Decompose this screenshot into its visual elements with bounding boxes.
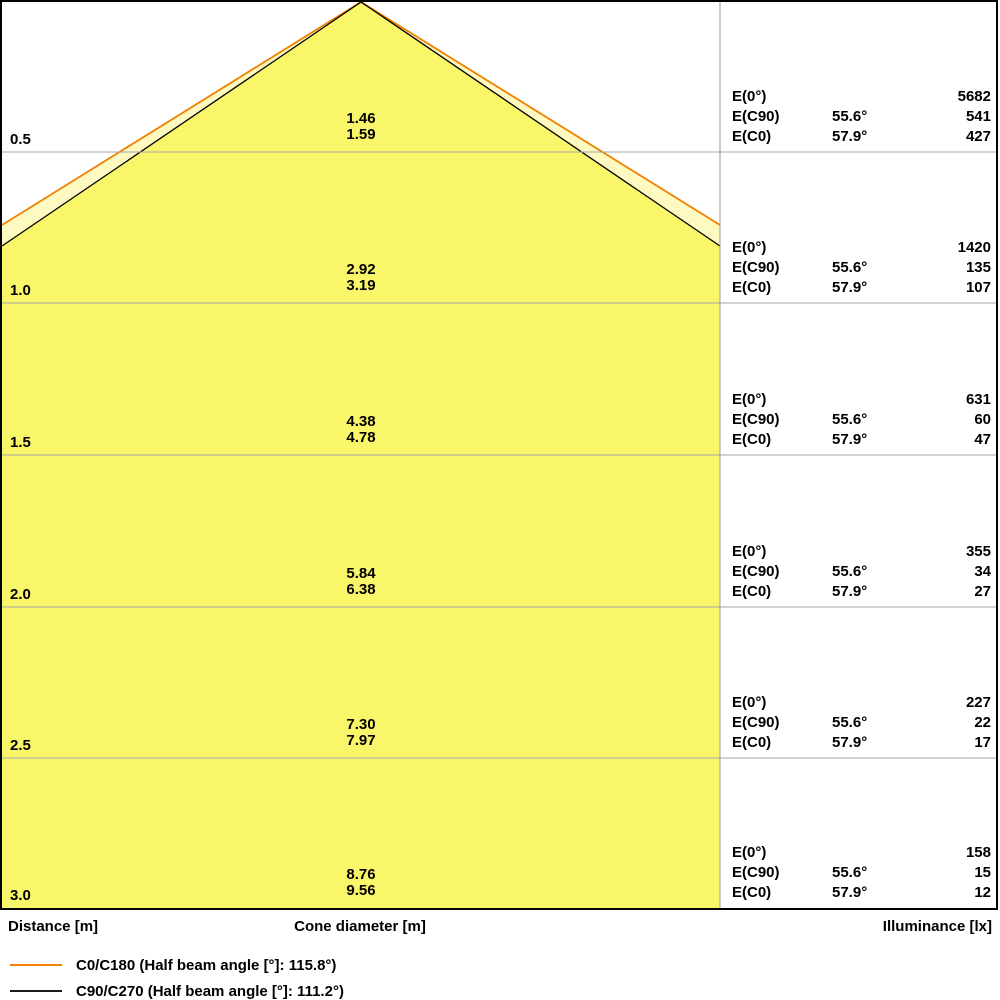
e0-value: 355 [965, 543, 991, 560]
cone-diameter-c0: 6.38 [346, 581, 376, 598]
axis-caption-strip [0, 917, 1000, 937]
legend-label-c90: C90/C270 (Half beam angle [°]: 111.2°) [76, 982, 344, 1000]
e0-label: E(0°) [732, 543, 767, 560]
cone-diameter-values [261, 867, 461, 899]
ec0-label: E(C0) [732, 734, 772, 751]
ec90-value: 22 [974, 714, 991, 731]
cone-diameter-c90: 1.46 [346, 110, 376, 127]
cone-diameter-c0: 1.59 [346, 126, 376, 143]
ec0-angle: 57.9° [832, 128, 868, 145]
c90-line-swatch-icon [10, 990, 62, 992]
ec0-value: 107 [965, 279, 991, 296]
cone-diameter-values [261, 111, 461, 143]
legend-item-c90-c270 [10, 978, 344, 1000]
ec90-label: E(C90) [732, 563, 780, 580]
cone-diameter-c90: 2.92 [346, 261, 376, 278]
illuminance-row [720, 238, 996, 298]
cone-diameter-c0: 9.56 [346, 882, 376, 899]
illuminance-row [720, 390, 996, 450]
ec90-label: E(C90) [732, 714, 780, 731]
ec90-value: 135 [965, 259, 991, 276]
distance-label: 2.5 [10, 737, 31, 754]
ec0-label: E(C0) [732, 583, 772, 600]
e0-angle [832, 843, 917, 863]
legend-label-c0: C0/C180 (Half beam angle [°]: 115.8°) [76, 956, 337, 974]
illuminance-row [720, 693, 996, 753]
ec90-label: E(C90) [732, 411, 780, 428]
cone-diameter-c90: 4.38 [346, 413, 376, 430]
ec90-value: 34 [974, 563, 991, 580]
illuminance-row [720, 843, 996, 903]
ec90-angle: 55.6° [832, 563, 868, 580]
ec90-value: 15 [974, 864, 991, 881]
ec90-value: 60 [974, 411, 991, 428]
ec0-label: E(C0) [732, 884, 772, 901]
ec0-angle: 57.9° [832, 279, 868, 296]
e0-label: E(0°) [732, 239, 767, 256]
ec90-label: E(C90) [732, 259, 780, 276]
e0-angle [832, 238, 917, 258]
e0-angle [832, 390, 917, 410]
ec90-angle: 55.6° [832, 411, 868, 428]
e0-value: 158 [965, 844, 991, 861]
illuminance-axis-label: Illuminance [lx] [882, 918, 992, 935]
cone-diameter-values [261, 566, 461, 598]
legend-item-c0-c180 [10, 952, 344, 978]
cone-diameter-values [261, 262, 461, 294]
distance-label: 2.0 [10, 586, 31, 603]
ec0-label: E(C0) [732, 128, 772, 145]
e0-angle [832, 693, 917, 713]
e0-value: 5682 [957, 88, 991, 105]
ec90-label: E(C90) [732, 108, 780, 125]
cone-diameter-axis-label: Cone diameter [m] [294, 918, 426, 935]
e0-label: E(0°) [732, 88, 767, 105]
ec0-value: 12 [974, 884, 991, 901]
cone-diameter-values [261, 414, 461, 446]
distance-axis-label: Distance [m] [8, 918, 99, 935]
ec90-angle: 55.6° [832, 714, 868, 731]
distance-label: 1.0 [10, 282, 31, 299]
cone-diameter-c0: 7.97 [346, 732, 376, 749]
e0-value: 1420 [957, 239, 991, 256]
ec0-value: 427 [965, 128, 991, 145]
illuminance-row [720, 87, 996, 147]
illuminance-row [720, 542, 996, 602]
legend [10, 952, 344, 1000]
ec90-label: E(C90) [732, 864, 780, 881]
ec0-label: E(C0) [732, 431, 772, 448]
e0-label: E(0°) [732, 844, 767, 861]
cone-diameter-c0: 3.19 [346, 277, 376, 294]
ec90-angle: 55.6° [832, 259, 868, 276]
ec0-angle: 57.9° [832, 431, 868, 448]
e0-angle [832, 87, 917, 107]
cone-diameter-c90: 5.84 [346, 565, 376, 582]
ec90-angle: 55.6° [832, 108, 868, 125]
e0-label: E(0°) [732, 694, 767, 711]
distance-label: 3.0 [10, 887, 31, 904]
ec0-angle: 57.9° [832, 734, 868, 751]
e0-label: E(0°) [732, 391, 767, 408]
cone-diameter-values [261, 717, 461, 749]
e0-angle [832, 542, 917, 562]
ec0-value: 27 [974, 583, 991, 600]
cone-diameter-c90: 8.76 [346, 866, 376, 883]
ec90-value: 541 [965, 108, 991, 125]
ec0-angle: 57.9° [832, 583, 868, 600]
e0-value: 631 [965, 391, 991, 408]
c0-line-swatch-icon [10, 964, 62, 966]
ec0-value: 17 [974, 734, 991, 751]
distance-label: 1.5 [10, 434, 31, 451]
ec0-angle: 57.9° [832, 884, 868, 901]
cone-diameter-c0: 4.78 [346, 429, 376, 446]
cone-diameter-c90: 7.30 [346, 716, 376, 733]
e0-value: 227 [965, 694, 991, 711]
ec90-angle: 55.6° [832, 864, 868, 881]
ec0-label: E(C0) [732, 279, 772, 296]
ec0-value: 47 [974, 431, 991, 448]
distance-label: 0.5 [10, 131, 31, 148]
